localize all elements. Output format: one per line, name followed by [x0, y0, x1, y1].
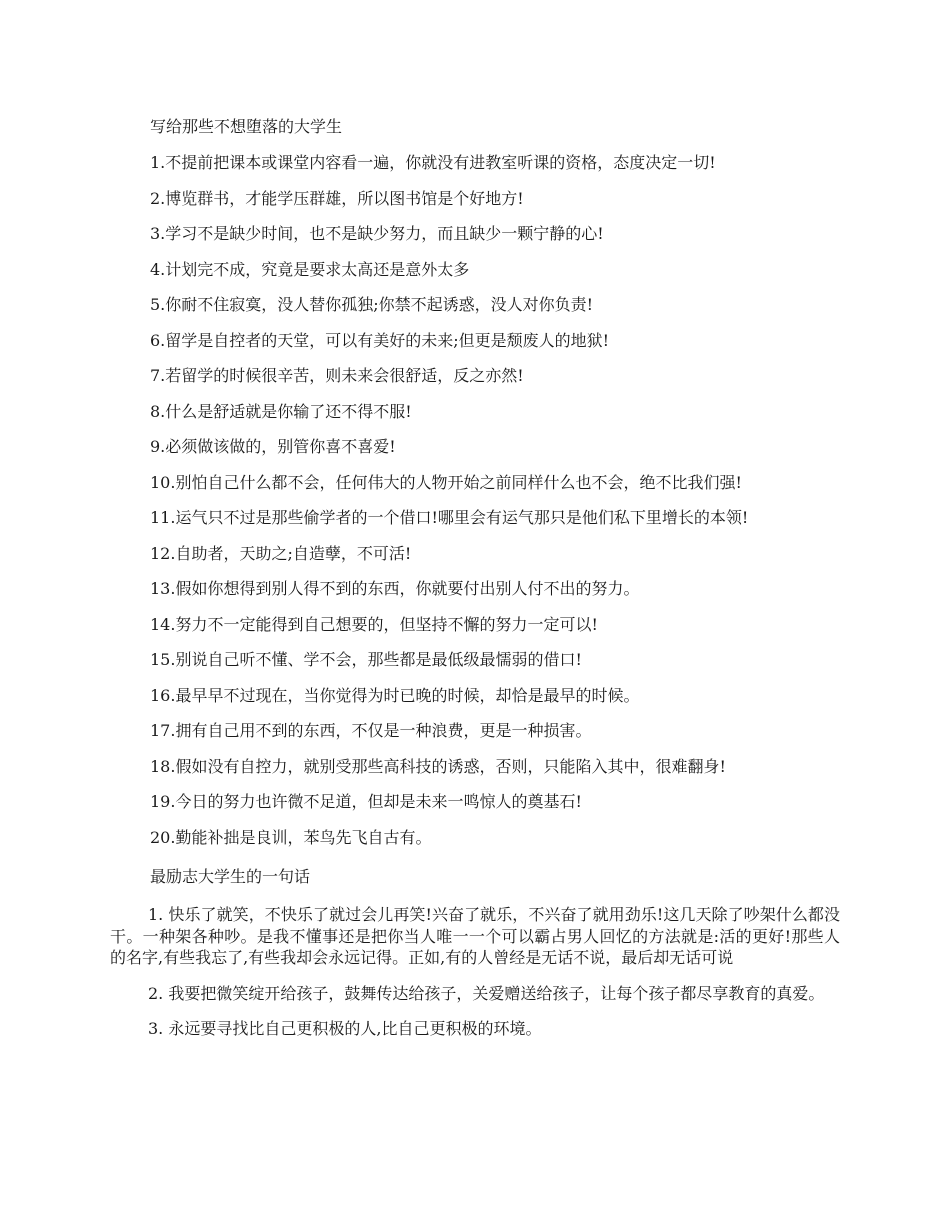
paragraph: 2. 我要把微笑绽开给孩子，鼓舞传达给孩子，关爱赠送给孩子，让每个孩子都尽享教育的真爱。: [148, 983, 825, 1003]
list-item: 9.必须做该做的，别管你喜不喜爱!: [150, 437, 396, 456]
list-item: 13.假如你想得到别人得不到的东西，你就要付出别人付不出的努力。: [150, 579, 640, 598]
list-item: 12.自助者，天助之;自造孽，不可活!: [150, 543, 412, 563]
list-item: 14.努力不一定能得到自己想要的，但坚持不懈的努力一定可以!: [150, 614, 598, 634]
list-item: 2.博览群书，才能学压群雄，所以图书馆是个好地方!: [150, 188, 524, 208]
list-item: 8.什么是舒适就是你输了还不得不服!: [150, 401, 412, 421]
list-item: 3.学习不是缺少时间，也不是缺少努力，而且缺少一颗宁静的心!: [150, 224, 604, 243]
list-item: 10.别怕自己什么都不会，任何伟大的人物开始之前同样什么也不会，绝不比我们强!: [150, 472, 742, 492]
list-item: 15.别说自己听不懂、学不会，那些都是最低级最懦弱的借口!: [150, 650, 582, 669]
paragraph: 3. 永远要寻找比自己更积极的人,比自己更积极的环境。: [148, 1019, 542, 1038]
list-item: 18.假如没有自控力，就别受那些高科技的诱惑，否则，只能陷入其中，很难翻身!: [150, 756, 726, 776]
motivational-paragraphs: [110, 904, 840, 1054]
advice-list: [150, 153, 748, 863]
section-heading-students: 写给那些不想堕落的大学生: [150, 117, 343, 136]
list-item: 20.勤能补拙是良训，苯鸟先飞自古有。: [150, 827, 432, 847]
section-heading-motivational: 最励志大学生的一句话: [150, 867, 311, 886]
list-item: 7.若留学的时候很辛苦，则未来会很舒适，反之亦然!: [150, 366, 524, 385]
paragraph: 1. 快乐了就笑，不快乐了就过会儿再笑!兴奋了就乐，不兴奋了就用劲乐!这几天除了吵架什么都没干。一种架各种吵。是我不懂事还是把你当人唯一一个可以霸占男人回忆的方法就是:活的更好!那些人的名字,有些我忘了,有些我却会永远记得。正如,有的人曾经是无话不说，最后却无话可说: [110, 905, 840, 967]
list-item: 5.你耐不住寂寞，没人替你孤独;你禁不起诱惑，没人对你负责!: [150, 295, 594, 314]
list-item: 1.不提前把课本或课堂内容看一遍，你就没有进教室听课的资格，态度决定一切!: [150, 153, 716, 172]
list-item: 19.今日的努力也许微不足道，但却是未来一鸣惊人的奠基石!: [150, 792, 582, 811]
list-item: 4.计划完不成，究竟是要求太高还是意外太多: [150, 259, 470, 279]
list-item: 16.最早早不过现在，当你觉得为时已晚的时候，却恰是最早的时候。: [150, 685, 640, 705]
list-item: 17.拥有自己用不到的东西，不仅是一种浪费，更是一种损害。: [150, 721, 592, 740]
list-item: 11.运气只不过是那些偷学者的一个借口!哪里会有运气那只是他们私下里增长的本领!: [150, 508, 749, 527]
list-item: 6.留学是自控者的天堂，可以有美好的未来;但更是颓废人的地狱!: [150, 330, 610, 350]
